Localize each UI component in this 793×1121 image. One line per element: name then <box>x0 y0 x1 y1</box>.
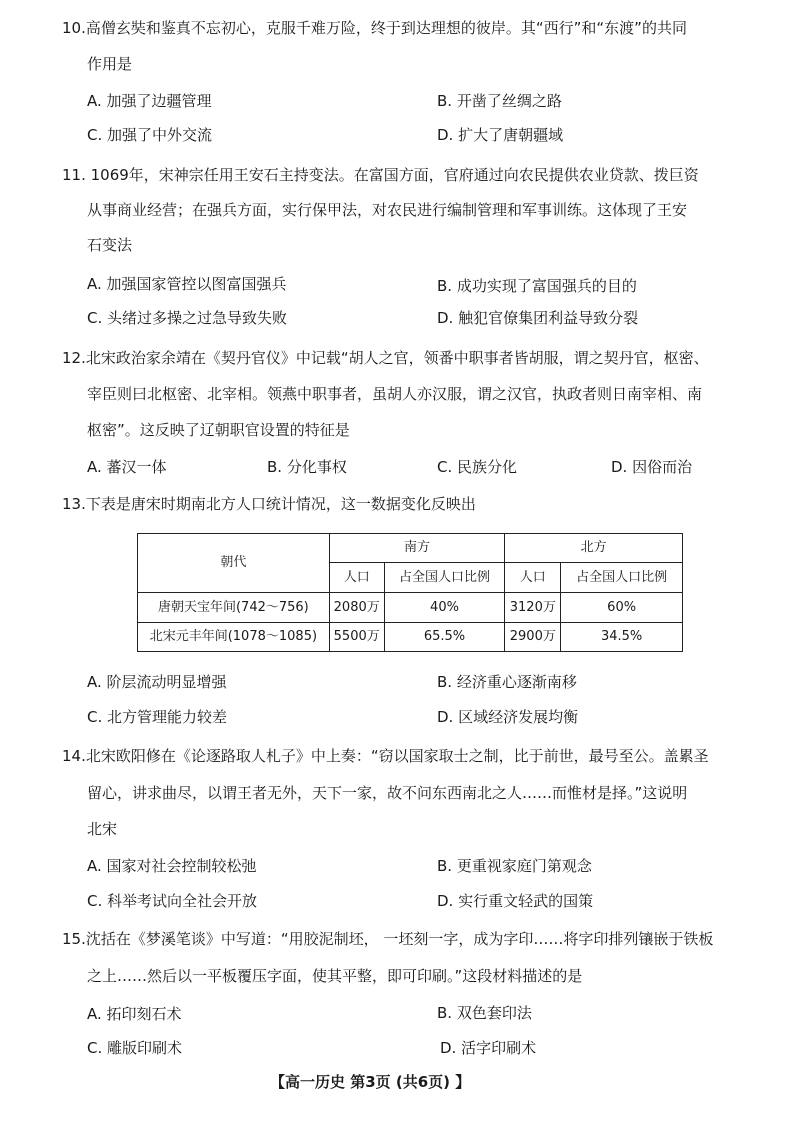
row-south-ratio: 65.5% <box>384 623 505 652</box>
q10-stem-line1: 10.高僧玄奘和鉴真不忘初心，克服千难万险，终于到达理想的彼岸。其“西行”和“东渡”的共同 <box>62 19 687 37</box>
q11-stem-line2: 从事商业经营；在强兵方面，实行保甲法，对农民进行编制管理和军事训练。这体现了王安 <box>87 201 688 219</box>
q13-option-a: A. 阶层流动明显增强 <box>87 673 227 691</box>
row-north-ratio: 60% <box>561 593 683 623</box>
q13-stem-line1: 13.下表是唐宋时期南北方人口统计情况，这一数据变化反映出 <box>62 495 476 513</box>
q15-stem-line1: 15.沈括在《梦溪笔谈》中写道：“用胶泥制坯， 一坯刻一字，成为字印……将字印排列镶嵌于铁板 <box>62 930 714 948</box>
row-north-population: 2900万 <box>505 623 561 652</box>
page-footer: 【高一历史 第3页 (共6页) 】 <box>270 1073 471 1091</box>
q14-option-c: C. 科举考试向全社会开放 <box>87 892 258 910</box>
q12-stem-line1: 12.北宋政治家余靖在《契丹官仪》中记载“胡人之官，领番中职事者皆胡服，谓之契丹官，枢密、 <box>62 349 709 367</box>
q15-option-a: A. 拓印刻石术 <box>87 1005 182 1023</box>
q14-option-a: A. 国家对社会控制较松弛 <box>87 857 257 875</box>
q11-option-c: C. 头绪过多操之过急导致失败 <box>87 309 288 327</box>
row-south-population: 5500万 <box>329 623 384 652</box>
q14-stem-line1: 14.北宋欧阳修在《论逐路取人札子》中上奏：“窃以国家取士之制，比于前世，最号至公。盖累圣 <box>62 747 709 765</box>
q14-stem-line2: 留心，讲求曲尽，以谓王者无外，天下一家，故不问东西南北之人……而惟材是择。”这说明 <box>87 784 688 802</box>
row-south-population: 2080万 <box>329 593 384 623</box>
q13-option-d: D. 区域经济发展均衡 <box>437 708 579 726</box>
q12-stem-line2: 宰臣则曰北枢密、北宰相。领燕中职事者，虽胡人亦汉服，谓之汉官，执政者则日南宰相、南 <box>87 385 703 403</box>
q10-option-d: D. 扩大了唐朝疆域 <box>437 126 564 144</box>
subheader-south-ratio: 占全国人口比例 <box>384 563 505 593</box>
q11-stem-line3: 石变法 <box>87 236 133 254</box>
q12-option-d: D. 因俗而治 <box>611 458 693 476</box>
q12-option-c: C. 民族分化 <box>437 458 518 476</box>
q11-stem-line1: 11. 1069年，宋神宗任用王安石主持变法。在富国方面，官府通过向农民提供农业贷款、拨巨资 <box>62 166 699 184</box>
q12-option-a: A. 蕃汉一体 <box>87 458 167 476</box>
row-period: 唐朝天宝年间(742～756) <box>138 593 330 623</box>
q14-option-b: B. 更重视家庭门第观念 <box>437 857 592 875</box>
q15-option-c: C. 雕版印刷术 <box>87 1039 183 1057</box>
q15-option-b: B. 双色套印法 <box>437 1004 532 1022</box>
q10-stem-line2: 作用是 <box>87 55 133 73</box>
table-row <box>138 623 683 652</box>
q11-option-d: D. 触犯官僚集团利益导致分裂 <box>437 309 639 327</box>
row-north-ratio: 34.5% <box>561 623 683 652</box>
q11-option-a: A. 加强国家管控以图富国强兵 <box>87 275 287 293</box>
row-north-population: 3120万 <box>505 593 561 623</box>
q12-option-b: B. 分化事权 <box>267 458 347 476</box>
q12-stem-line3: 枢密”。这反映了辽朝职官设置的特征是 <box>87 421 350 439</box>
table-row <box>138 593 683 623</box>
header-north: 北方 <box>505 534 683 563</box>
header-dynasty: 朝代 <box>138 534 330 593</box>
row-period: 北宋元丰年间(1078～1085) <box>138 623 330 652</box>
q10-option-c: C. 加强了中外交流 <box>87 126 213 144</box>
q15-stem-line2: 之上……然后以一平板覆压字面，使其平整，即可印刷。”这段材料描述的是 <box>87 967 583 985</box>
subheader-north-ratio: 占全国人口比例 <box>561 563 683 593</box>
q15-option-d: D. 活字印刷术 <box>440 1039 537 1057</box>
subheader-south-population: 人口 <box>329 563 384 593</box>
q13-option-b: B. 经济重心逐渐南移 <box>437 673 577 691</box>
population-table <box>137 533 683 652</box>
q13-option-c: C. 北方管理能力较差 <box>87 708 228 726</box>
q10-option-b: B. 开凿了丝绸之路 <box>437 92 562 110</box>
q11-option-b: B. 成功实现了富国强兵的目的 <box>437 277 637 295</box>
subheader-north-population: 人口 <box>505 563 561 593</box>
q10-option-a: A. 加强了边疆管理 <box>87 92 212 110</box>
q14-stem-line3: 北宋 <box>87 820 118 838</box>
header-south: 南方 <box>329 534 505 563</box>
row-south-ratio: 40% <box>384 593 505 623</box>
q14-option-d: D. 实行重文轻武的国策 <box>437 892 594 910</box>
